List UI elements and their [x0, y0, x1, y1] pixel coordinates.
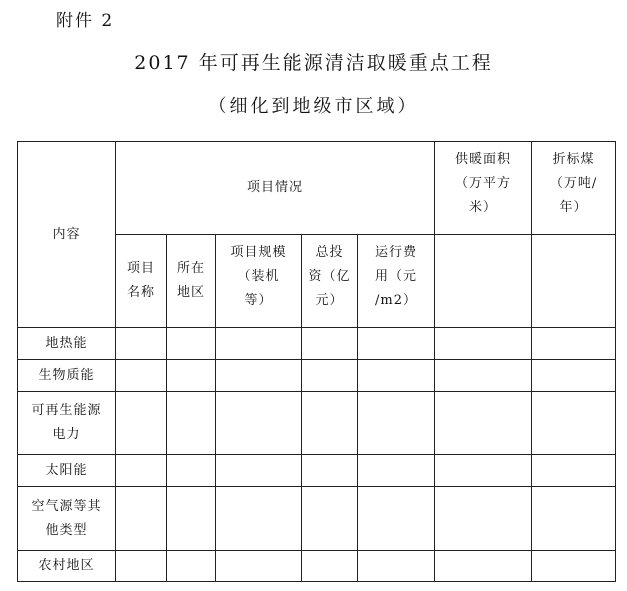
empty-cell: [532, 455, 616, 487]
empty-cell: [216, 487, 302, 551]
empty-cell: [167, 328, 216, 360]
empty-cell: [116, 487, 167, 551]
empty-cell: [167, 551, 216, 582]
row-label: 可再生能源 电力: [18, 392, 116, 455]
header-coal: 折标煤 （万吨/ 年）: [532, 142, 616, 235]
empty-cell: [216, 455, 302, 487]
header-project-name: 项目 名称: [116, 235, 167, 328]
empty-cell: [358, 487, 435, 551]
empty-cell: [302, 392, 358, 455]
empty-cell: [358, 360, 435, 392]
empty-cell: [435, 455, 532, 487]
page-subtitle: （细化到地级市区域）: [208, 96, 419, 117]
table-header-row: [18, 142, 616, 235]
header-running-cost: 运行费 用（元 /m2）: [358, 235, 435, 328]
empty-cell: [302, 551, 358, 582]
empty-cell: [302, 487, 358, 551]
empty-cell: [532, 487, 616, 551]
empty-cell: [167, 487, 216, 551]
empty-cell: [435, 487, 532, 551]
table-row: [18, 392, 616, 455]
header-investment: 总投 资（亿 元）: [302, 235, 358, 328]
empty-cell: [216, 328, 302, 360]
empty-cell: [532, 235, 616, 328]
empty-cell: [302, 328, 358, 360]
row-label: 空气源等其 他类型: [18, 487, 116, 551]
empty-cell: [216, 360, 302, 392]
header-content: 内容: [18, 142, 116, 328]
empty-cell: [167, 455, 216, 487]
empty-cell: [216, 392, 302, 455]
table-row: [18, 487, 616, 551]
empty-cell: [435, 235, 532, 328]
empty-cell: [435, 360, 532, 392]
header-area: 供暖面积 （万平方 米）: [435, 142, 532, 235]
empty-cell: [532, 328, 616, 360]
empty-cell: [435, 392, 532, 455]
empty-cell: [167, 360, 216, 392]
empty-cell: [302, 360, 358, 392]
empty-cell: [116, 455, 167, 487]
header-scale: 项目规模 （装机 等）: [216, 235, 302, 328]
row-label: 太阳能: [18, 455, 116, 487]
table-row: [18, 360, 616, 392]
empty-cell: [435, 551, 532, 582]
header-project: 项目情况: [116, 142, 435, 235]
row-label: 地热能: [18, 328, 116, 360]
empty-cell: [358, 551, 435, 582]
page-title: 2017 年可再生能源清洁取暖重点工程: [134, 52, 493, 74]
empty-cell: [116, 551, 167, 582]
empty-cell: [116, 360, 167, 392]
attachment-label: 附件 2: [56, 11, 115, 31]
table-row: [18, 328, 616, 360]
empty-cell: [358, 455, 435, 487]
table-row: [18, 455, 616, 487]
empty-cell: [358, 328, 435, 360]
empty-cell: [116, 392, 167, 455]
empty-cell: [532, 392, 616, 455]
empty-cell: [532, 360, 616, 392]
empty-cell: [532, 551, 616, 582]
empty-cell: [116, 328, 167, 360]
empty-cell: [216, 551, 302, 582]
empty-cell: [167, 392, 216, 455]
empty-cell: [302, 455, 358, 487]
empty-cell: [435, 328, 532, 360]
header-region: 所在 地区: [167, 235, 216, 328]
row-label: 生物质能: [18, 360, 116, 392]
table-row: [18, 551, 616, 582]
project-table: [17, 141, 616, 582]
row-label: 农村地区: [18, 551, 116, 582]
empty-cell: [358, 392, 435, 455]
